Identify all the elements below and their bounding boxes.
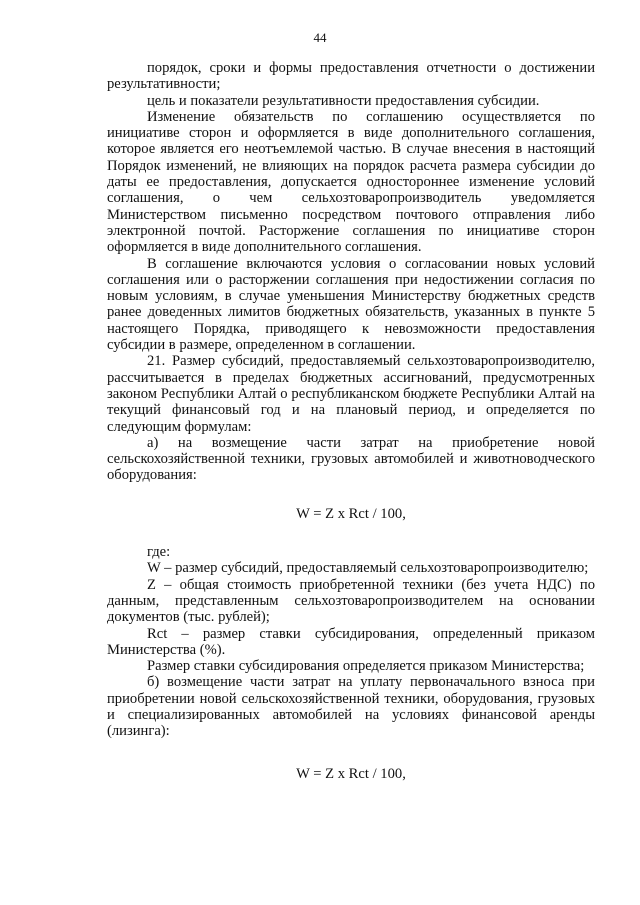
paragraph-reporting-order: порядок, сроки и формы предоставления отчетности о достижении результативности; [107,60,595,93]
paragraph-agreement-conditions: В соглашение включаются условия о согласовании новых условий соглашения или о расторжении соглашения при недостижении согласия по новым условиям, в случае уменьшения Министерству бюджетных средств ранее доведенных лимитов бюджетных обязательств, указанных в пункте 5 настоящего Порядка, приводящего к невозможности предоставления субсидии в размере, определенном в соглашении. [107,255,595,354]
formula-2: W = Z x Rct / 100, [296,765,406,782]
document-body [107,60,595,804]
paragraph-item-21: 21. Размер субсидий, предоставляемый сельхозтоваропроизводителю, рассчитывается в пределах бюджетных ассигнований, предусмотренных законом Республики Алтай о республиканском бюджете Республики Алтай на текущий финансовый год и на плановый период, и определяется по следующим формулам: [107,353,595,435]
formula-1: W = Z x Rct / 100, [296,505,406,522]
paragraph-z-definition: Z – общая стоимость приобретенной техники (без учета НДС) по данным, представленным сельхозтоваропроизводителем на основании документов (тыс. рублей); [107,576,595,626]
page-number: 44 [313,30,327,45]
paragraph-subitem-a: а) на возмещение части затрат на приобретение новой сельскохозяйственной техники, грузовых автомобилей и животноводческого оборудования: [107,434,595,484]
paragraph-where: где: [147,544,171,561]
paragraph-agreement-changes: Изменение обязательств по соглашению осуществляется по инициативе сторон и оформляется в виде дополнительного соглашения, которое является его неотъемлемой частью. В случае внесения в настоящий Порядок изменений, не влияющих на порядок расчета размера субсидии до даты ее предоставления, допускается одностороннее изменение условий соглашения, о чем сельхозтоваропроизводитель уведомляется Министерством письменно посредством почтового отправления либо электронной почтой. Расторжение соглашения по инициативе сторон оформляется в виде дополнительного соглашения. [107,108,595,256]
paragraph-rate-determination: Размер ставки субсидирования определяется приказом Министерства; [147,658,585,675]
paragraph-goal-indicators: цель и показатели результативности предоставления субсидии. [147,92,540,109]
paragraph-w-definition: W – размер субсидий, предоставляемый сельхозтоваропроизводителю; [147,560,589,577]
paragraph-rct-definition: Rct – размер ставки субсидирования, определенный приказом Министерства (%). [107,625,595,658]
paragraph-subitem-b: б) возмещение части затрат на уплату первоначального взноса при приобретении новой сельскохозяйственной техники, оборудования, грузовых и специализированных автомобилей на условиях финансовой аренды (лизинга): [107,674,595,740]
